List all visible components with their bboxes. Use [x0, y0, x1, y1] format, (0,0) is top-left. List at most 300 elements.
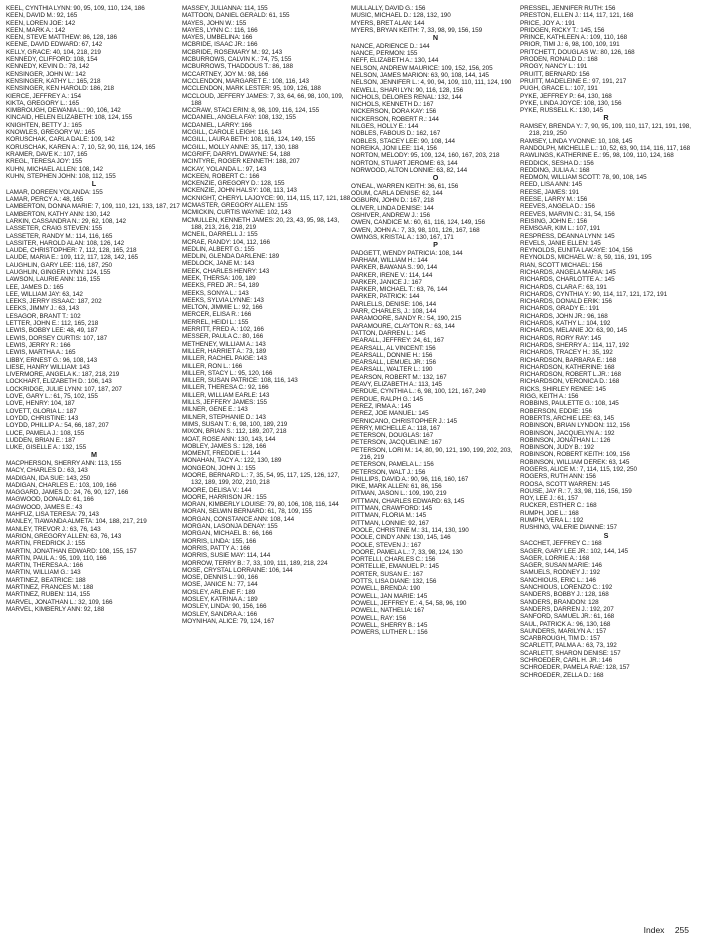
index-entry: LAUGHLIN, GINGER LYNN: 124, 155: [6, 268, 111, 276]
index-entry: MARTINEZ, FRANCES M.: 188: [6, 584, 94, 592]
index-entry: RUSHING, VALERIE DIANNE: 157: [520, 524, 617, 532]
index-entry: OWEN, CANDICE M.: 60, 61, 116, 124, 149, 156: [351, 219, 485, 227]
index-entry: PEREZ, JOE MANUEL: 145: [351, 410, 429, 418]
index-entry: PEARSALL, DONNIE H.: 156: [351, 351, 433, 359]
index-entry: NELSON, JENNIFER L.: 4, 90, 94, 109, 110, 111, 124, 190: [351, 79, 512, 87]
index-entry: MONAHAN, TACY A.: 122, 130, 189: [182, 457, 282, 465]
index-entry: MCBURROWS, THADDOUS T.: 86, 188: [182, 63, 293, 71]
index-entry: RUMPH, VERA L.: 192: [520, 517, 584, 525]
index-entry: MCGILL, CAROLE LEIGH: 116, 143: [182, 129, 282, 137]
index-entry: MEDLIN, ALBERT G.: 155: [182, 245, 255, 253]
index-entry: NOBLES, FABOUS D.: 162, 167: [351, 130, 441, 138]
index-entry: PITTMAN, FLORIA M.: 145: [351, 512, 427, 520]
index-entry: PRESTON, ELLEN J.: 114, 117, 121, 168: [520, 12, 634, 20]
index-entry: RESPRESS, DEANNA LYNN: 145: [520, 232, 615, 240]
index-entry: SANFORD, SAMUEL JR.: 61, 168: [520, 613, 615, 621]
index-entry: NOBLES, STACEY LEE: 90, 108, 144: [351, 137, 456, 145]
index-entry: POOLE, CHRISTINE M.: 31, 114, 130, 190: [351, 526, 469, 534]
index-entry: LEE, WILLIAM JAY: 63, 142: [6, 290, 83, 298]
index-entry: MORAN, KIMBERLY LOUISE: 79, 80, 106, 108, 116, 144: [182, 501, 339, 509]
index-entry: LOVETT, GLORIA L.: 187: [6, 407, 77, 415]
index-entry: KUHN, STEPHEN JOHN: 108, 112, 155: [6, 172, 116, 180]
index-entry: MORGAN, LASONJA DENAY: 155: [182, 523, 278, 531]
index-entry: REVELS, JANIE ELLEN: 145: [520, 239, 601, 247]
index-entry: REEVES, ANGELA D.: 156: [520, 203, 595, 211]
index-entry: PERDUE, RALPH G.: 145: [351, 395, 424, 403]
index-entry: MARTIN, JONATHAN EDWARD: 108, 155, 157: [6, 547, 137, 555]
index-entry: PATTON, DARREN L.: 145: [351, 329, 426, 337]
index-entry: PRICE, JOY A.: 191: [520, 19, 576, 27]
index-entry: MILLER, RACHEL PAIGE: 143: [182, 355, 267, 363]
index-entry: MARVEL, JONATHAN L.: 32, 109, 166: [6, 598, 113, 606]
index-entry: REEVES, MARVIN C.: 31, 54, 156: [520, 210, 615, 218]
index-entry: SCHROEDER, CARL H. JR.: 146: [520, 657, 613, 665]
index-entry: MOSE, DENNIS L.: 90, 166: [182, 574, 258, 582]
index-column-1: [6, 5, 182, 915]
index-entry: MASSEY, JULIANNA: 114, 155: [182, 5, 268, 12]
index-entry: NICHOLS, DELORES RENAL: 132, 144: [351, 93, 462, 101]
index-entry: ODUM, CARLA DENISE: 62, 144: [351, 190, 443, 198]
index-entry: RICHARDSON, BARBARA E.: 168: [520, 356, 617, 364]
index-entry: MAGWOOD, DONALD: 61, 166: [6, 496, 94, 504]
index-entry: PRINCE, KATHLEEN A.: 109, 110, 168: [520, 34, 628, 42]
index-entry: MATTOON, DANIEL GERALD: 61, 155: [182, 12, 290, 20]
index-entry: MORGAN, MICHAEL B.: 66, 166: [182, 530, 273, 538]
index-entry: REDMON, WILLIAM SCOTT: 78, 90, 108, 145: [520, 174, 647, 182]
index-entry: PORTELLIE, EMANUEL P.: 145: [351, 563, 439, 571]
index-entry: O'NEAL, WARREN KEITH: 36, 61, 156: [351, 182, 459, 190]
index-entry: KIERCE, JEFFREY A.: 154: [6, 92, 81, 100]
index-entry: OLIVER, LINDA DENISE: 144: [351, 204, 434, 212]
index-entry: SANDERS, BOBBY J.: 128, 168: [520, 591, 609, 599]
index-entry: KEEN, LOREN JOE: 142: [6, 19, 76, 27]
index-entry: MOSE, JANICE N.: 77, 144: [182, 581, 258, 589]
index-entry: PRIOR, TIMI J.: 6, 98, 100, 109, 191: [520, 41, 620, 49]
index-entry: MCCLOUD, JEFFERY JAMES: 7, 33, 64, 66, 98, 100, 109, 188: [182, 92, 344, 107]
index-entry: RICHARDS, ANGELA MARIA: 145: [520, 268, 616, 276]
index-entry: MEEKS, SONYA L.: 143: [182, 289, 249, 297]
index-entry: PEAVY, ELIZABETH A.: 113, 145: [351, 381, 442, 389]
index-entry: PETERSON, LORI M.: 14, 80, 90, 121, 190, 199, 202, 203, 216, 219: [351, 446, 513, 461]
index-entry: PADGETT, WENDY PATRICIA: 108, 144: [351, 249, 463, 257]
index-entry: PETERSON, JACQUELINE: 167: [351, 439, 442, 447]
index-entry: PRODEN, RONALD D.: 168: [520, 56, 598, 64]
index-entry: ROBINSON, JACQUELYN A.: 192: [520, 429, 615, 437]
index-entry: KENSINGER, KEN HAROLD: 186, 218: [6, 85, 115, 93]
index-entry: KUHN, MICHAEL ALLEN: 108, 142: [6, 165, 103, 173]
index-entry: PIKE, MARK ALLEN: 61, 86, 156: [351, 483, 442, 491]
index-entry: PRIDGEN, RICKY T.: 145, 156: [520, 26, 605, 34]
index-entry: NICKERSON, DORA KAY: 156: [351, 108, 437, 116]
index-entry: PARAMOORE, SANDY R.: 54, 190, 215: [351, 315, 462, 323]
index-column-2: [182, 5, 351, 915]
index-entry: MACY, CHARLES D.: 63, 143: [6, 467, 88, 475]
section-letter: L: [91, 179, 97, 189]
index-entry: MARTINEZ, RUBEN: 114, 155: [6, 591, 90, 599]
index-entry: KEENE, DAVID EDWARD: 67, 142: [6, 41, 103, 49]
index-entry: MCKEEN, ROBERT C.: 166: [182, 172, 260, 180]
index-entry: REYNOLDS, MICHAEL W.: 8, 59, 116, 191, 195: [520, 254, 652, 262]
index-entry: NICHOLS, KENNETH D.: 167: [351, 101, 434, 109]
index-entry: LAMAR, DOREEN YOLANDA: 155: [6, 188, 103, 196]
index-entry: PRUITT, MADELEINE E.: 97, 191, 217: [520, 77, 627, 85]
index-entry: KENSINGER, KATHY L.: 165, 218: [6, 77, 101, 85]
index-entry: SAUL, PATRICK A.: 96, 130, 168: [520, 620, 611, 628]
index-entry: MOAT, ROSE ANN: 130, 143, 144: [182, 435, 276, 443]
index-entry: LETTER, JOHN E.: 112, 165, 218: [6, 320, 99, 328]
index-entry: PHILLIPS, DAVID A.: 90, 96, 116, 160, 167: [351, 475, 469, 483]
index-entry: MCCLENDON, MARK LESTER: 95, 109, 126, 188: [182, 85, 321, 93]
index-entry: MILLER, STACY L.: 95, 120, 166: [182, 369, 273, 377]
index-entry: SCARBROUGH, TIM D.: 157: [520, 635, 601, 643]
index-entry: LOCKRIDGE, JULIE LYNN: 107, 187, 207: [6, 385, 122, 393]
index-entry: LIESE, HANRY WILLIAM: 143: [6, 363, 90, 371]
index-entry: MEDLOCK, JANE M.: 143: [182, 260, 255, 268]
index-entry: MAGGARD, JAMES D.: 24, 76, 90, 127, 166: [6, 489, 129, 497]
index-entry: POWELL, BRENDA: 190: [351, 585, 421, 593]
index-entry: PARKER, JANICE J.: 167: [351, 278, 422, 286]
index-entry: ROBBINS, PAULETTE G.: 108, 145: [520, 400, 619, 408]
index-entry: MORGAN, CONSTANCE ANN: 108, 144: [182, 515, 295, 523]
index-entry: KRAMER, DAVE K.: 107, 165: [6, 150, 88, 158]
index-entry: MAYES, UMBELINA: 166: [182, 34, 253, 42]
index-entry: SAMUELS, RODNEY J.: 192: [520, 569, 600, 577]
index-entry: PARKER, IRENE V.: 114, 144: [351, 271, 433, 279]
index-entry: MUSIC, MICHAEL D.: 128, 132, 190: [351, 12, 451, 20]
index-entry: PITMAN, JASON L.: 109, 190, 219: [351, 490, 447, 498]
index-entry: MOSLEY, LINDA: 90, 156, 166: [182, 603, 267, 611]
index-entry: POWELL, JEFFREY E.: 4, 54, 58, 96, 190: [351, 599, 467, 607]
index-entry: LESAGOR, BRANT T.: 102: [6, 312, 81, 320]
index-entry: NEWELL, SHARI LYN: 90, 116, 128, 156: [351, 86, 464, 94]
index-entry: SCARLETT, SHARON DENISE: 157: [520, 649, 621, 657]
section-letter: N: [432, 33, 439, 43]
index-entry: REESE, JAMES: 191: [520, 188, 580, 196]
index-entry: POWELL, SHERRY B.: 145: [351, 621, 428, 629]
index-entry: REYNOLDS, EUNITA LAKAYE: 104, 156: [520, 247, 633, 255]
index-entry: NANCE, PERMON: 155: [351, 50, 418, 58]
index-entry: REDDING, JULIA A.: 168: [520, 166, 590, 174]
index-entry: PARLELLS, DENISE: 106, 144: [351, 300, 437, 308]
index-entry: KIMBROUGH, DEWANIA L.: 90, 106, 142: [6, 107, 121, 115]
index-entry: MACPHERSON, SHERRY ANN: 113, 155: [6, 460, 122, 467]
index-entry: KNIGHTEN, BETTY J.: 165: [6, 121, 82, 129]
index-entry: RUCKER, ESTHER C.: 168: [520, 502, 597, 510]
index-entry: ROBINSON, JUDY B.: 192: [520, 444, 594, 452]
index-entry: NANCE, ADRIENCE D.: 144: [351, 42, 430, 50]
index-entry: RICHARDS, JOHN JR.: 96, 168: [520, 312, 608, 320]
index-entry: LAUDE, MARIA E.: 109, 112, 117, 128, 142, 165: [6, 254, 139, 262]
index-entry: MCMICKIN, CURTIS WAYNE: 102, 143: [182, 209, 292, 217]
index-entry: ROBERTS, ARCHIE LEE: 63, 145: [520, 414, 614, 422]
index-entry: MCCARTNEY, JOY M.: 98, 166: [182, 70, 269, 78]
index-entry: MARION, GREGORY ALLEN: 63, 76, 143: [6, 532, 122, 540]
index-entry: PARKER, MICHAEL T.: 63, 76, 144: [351, 286, 448, 294]
index-entry: SANDERS, DARREN J.: 192, 207: [520, 605, 614, 613]
index-entry: MCNEIL, DARRELL J.: 155: [182, 231, 258, 239]
footer-label: Index: [643, 925, 665, 935]
section-letter: O: [432, 173, 439, 183]
index-entry: KEEN, STEVE MATTHEW: 86, 128, 186: [6, 34, 117, 42]
index-entry: MORRIS, LINDA: 155, 166: [182, 537, 257, 545]
index-entry: LEEKS, JIMMY J.: 63, 143: [6, 305, 79, 313]
index-entry: MCINTYRE, ROGER KENNETH: 188, 207: [182, 158, 300, 166]
index-entry: SANCHIOUS, LORENZO C.: 192: [520, 584, 613, 592]
index-entry: METHENEY, WILLIAM A.: 143: [182, 340, 266, 348]
index-entry: NOREIKA, JONI LEE: 114, 156: [351, 144, 437, 152]
index-entry: POTTS, LISA DIANE: 132, 156: [351, 578, 437, 586]
index-entry: MILLER, THERESA C.: 92, 166: [182, 384, 269, 392]
index-entry: MOORE, BERNARD L.: 7, 35, 54, 95, 117, 125, 126, 127, 132, 189, 199, 202, 210, 218: [182, 472, 340, 487]
index-entry: PEARSON, ROBERT M.: 132, 167: [351, 373, 447, 381]
index-entry: RICHARDS, CYNTHIA Y.: 90, 114, 117, 121, 172, 191: [520, 290, 668, 298]
index-entry: POWERS, LUTHER L.: 156: [351, 629, 428, 637]
index-entry: MOSLEY, ARLENE F.: 189: [182, 588, 256, 596]
index-entry: MULLALLY, DAVID G.: 156: [351, 5, 426, 12]
index-entry: SCHROEDER, PAMELA RAE: 128, 157: [520, 664, 630, 672]
index-entry: MADIGAN, IDA SUE: 143, 250: [6, 474, 91, 482]
index-entry: PRESSEL, JENNIFER RUTH: 156: [520, 5, 616, 12]
index-entry: LEEKS, JERRY ISSAAC: 187, 202: [6, 298, 102, 306]
index-entry: MILLER, RON L.: 166: [182, 362, 243, 370]
index-entry: POWELL, NATHELIA: 167: [351, 607, 425, 615]
index-entry: LIVERMORE, ANGELA K.: 187, 218, 219: [6, 371, 120, 379]
index-entry: MESSER, PAULA C.: 80, 166: [182, 333, 264, 341]
index-entry: MCKENZIE, JOHN HALSY: 108, 113, 143: [182, 187, 297, 195]
index-entry: MARTIN, PAUL A.: 95, 109, 110, 166: [6, 554, 107, 562]
index-entry: OSHIVER, ANDREW J.: 156: [351, 211, 430, 219]
index-entry: RICHARDS, KATHY L.: 104, 192: [520, 320, 611, 328]
index-entry: PERNICANO, CHRISTOPHER J.: 145: [351, 417, 458, 425]
index-entry: POORE, PAMELA L.: 7, 33, 98, 124, 130: [351, 548, 463, 556]
index-entry: LAWSON, LAURIE ANN: 116, 155: [6, 276, 101, 284]
index-entry: PEARSALL, LEMUEL JR.: 156: [351, 359, 437, 367]
index-entry: RIAN, SCOTT MICHAEL: 156: [520, 261, 603, 269]
index-entry: MARTIN, WILLIAM G.: 143: [6, 569, 81, 577]
index-entry: MOSLEY, KATRINA A.: 189: [182, 596, 258, 604]
index-entry: MCGRIFF, DARRYL DWAYNE: 54, 188: [182, 150, 291, 158]
index-entry: KEEL, CYNTHIA LYNN: 90, 95, 109, 110, 124, 186: [6, 5, 145, 12]
index-entry: KENNEDY, CLIFFORD: 108, 154: [6, 56, 98, 64]
index-entry: ROBINSON, BRIAN LYNDON: 112, 156: [520, 422, 630, 430]
index-entry: SAUNDERS, MARILYN A.: 157: [520, 627, 607, 635]
index-entry: MARTINEZ, BEATRICE: 188: [6, 576, 86, 584]
index-entry: PERRY, MICHELLE A.: 118, 167: [351, 424, 441, 432]
index-entry: LEWIS, MARTHA A.: 165: [6, 349, 76, 357]
index-entry: MCBURROWS, CALVIN K.: 74, 75, 155: [182, 56, 292, 64]
index-column-4: [520, 5, 692, 915]
index-entry: REMSGAR, KIM L.: 107, 191: [520, 225, 601, 233]
index-entry: KENNEDY, KEVIN D.: 78, 142: [6, 63, 90, 71]
index-entry: LARKIN, CASSANDRA N.: 29, 62, 108, 142: [6, 217, 126, 225]
index-entry: MAYES, JOHN W.: 155: [182, 19, 247, 27]
index-entry: RICKS, SHIRLEY RENEE: 145: [520, 385, 606, 393]
index-entry: KENSINGER, JOHN W.: 142: [6, 70, 86, 78]
index-entry: PORTELLI, CHARLES C.: 156: [351, 556, 436, 564]
index-entry: ROUSE, JAY R.: 7, 33, 98, 116, 156, 159: [520, 487, 632, 495]
index-entry: MILLS, JEFFERY JAMES: 155: [182, 399, 267, 407]
index-entry: MORRIS, PATTY A.: 166: [182, 544, 251, 552]
index-entry: RICHARDS, CHARLOTTE A.: 145: [520, 276, 615, 284]
index-entry: NEFF, ELIZABETH A.: 130, 144: [351, 57, 439, 65]
index-entry: PYKE, JEFFREY P.: 64, 130, 168: [520, 92, 612, 100]
index-entry: OWINGS, KRISTAL A.: 130, 167, 171: [351, 233, 454, 241]
index-entry: OGBURN, JOHN D.: 167, 218: [351, 197, 434, 205]
index-entry: MARTIN, THERESA A.: 166: [6, 562, 83, 570]
index-entry: MILLER, SUSAN PATRICE: 108, 116, 143: [182, 377, 298, 385]
index-entry: PEARSALL, AL VINCENT: 156: [351, 344, 436, 352]
index-entry: MORAN, SELWIN BERNARD: 61, 78, 109, 155: [182, 508, 313, 516]
index-entry: LASSETER, CRAIG STEVEN: 155: [6, 225, 103, 233]
index-entry: MELTON, JIMMIE L.: 92, 166: [182, 304, 263, 312]
index-entry: MCDANIEL, ANGELA FAY: 108, 132, 155: [182, 114, 296, 122]
index-entry: MORROW, TERRY B.: 7, 33, 109, 111, 189, 218, 224: [182, 559, 328, 567]
index-entry: MERREL, HEIDI L.: 155: [182, 318, 249, 326]
index-entry: MOYNIHAN, ALICE: 79, 124, 167: [182, 617, 275, 625]
index-entry: PARHAM, WILLIAM H.: 144: [351, 256, 428, 264]
index-entry: RIGG, KEITH A.: 156: [520, 393, 579, 401]
index-entry: LUCE, PAMELA J.: 108, 155: [6, 429, 85, 437]
index-entry: PEREZ, IRMA A.: 145: [351, 402, 412, 410]
index-entry: LAMAR, PERCY A.: 48, 165: [6, 196, 84, 204]
index-entry: REESE, LARRY M.: 156: [520, 196, 588, 204]
index-entry: LUDDEN, BRIAN E.: 187: [6, 436, 76, 444]
index-entry: MOSE, CRYSTAL LORRAINE: 106, 144: [182, 566, 293, 574]
index-entry: LEWIS, JERRY R.: 166: [6, 341, 71, 349]
index-entry: KNOWLES, GREGORY W.: 165: [6, 129, 95, 137]
index-entry: RAWLINGS, KATHERINE E.: 95, 98, 109, 110, 124, 168: [520, 152, 674, 160]
index-entry: RICHARDS, TRACEY H.: 35, 192: [520, 349, 613, 357]
index-entry: KELLY, GRACE: 40, 104, 218, 219: [6, 48, 101, 56]
index-entry: LASSETER, RANDY M.: 114, 116, 165: [6, 232, 113, 240]
index-entry: LEE, JAMES D.: 165: [6, 283, 64, 291]
index-entry: PITTMAN, CHARLES EDWARD: 63, 145: [351, 497, 465, 505]
index-entry: MCGILL, LAURA BETH: 108, 116, 124, 149, 155: [182, 136, 316, 144]
index-entry: LAUGHLIN, GARY LEE: 116, 187, 250: [6, 261, 112, 269]
index-entry: ROBERSON, EDDIE: 156: [520, 407, 592, 415]
index-entry: MOORE, DELISA V.: 144: [182, 486, 252, 494]
index-entry: RAMSEY, BRENDA Y.: 7, 90, 95, 109, 110, 117, 121, 191, 198, 218, 219, 250: [520, 123, 691, 138]
index-entry: RICHARDS, GRADY E.: 191: [520, 305, 600, 313]
index-entry: POWELL, JAN MARIE: 145: [351, 592, 428, 600]
index-entry: RICHARDS, SHERRY A.: 114, 117, 192: [520, 341, 629, 349]
index-entry: MEEK, THERSA: 109, 189: [182, 274, 256, 282]
index-entry: REISING, JOHN E.: 156: [520, 217, 588, 225]
index-entry: MAGWOOD, JAMES E.: 43: [6, 503, 83, 511]
index-entry: POOLE, CINDY ANN: 130, 145, 146: [351, 534, 451, 542]
index-entry: RICHARDSON, VERONICA D.: 168: [520, 378, 620, 386]
index-entry: LEWIS, DORSEY CURTIS: 107, 187: [6, 334, 108, 342]
index-entry: NORTON, MELODY: 95, 109, 124, 160, 167, 203, 218: [351, 152, 500, 160]
index-entry: MEDLIN, GLENDA DARLENE: 189: [182, 253, 280, 261]
index-entry: MIMS, SUSAN T.: 6, 98, 100, 189, 219: [182, 420, 288, 428]
index-entry: SANDERS, BRANDON: 128: [520, 598, 599, 606]
index-entry: MILLER, WILLIAM EARLE: 143: [182, 391, 270, 399]
index-entry: NELSON, JAMES MARION: 63, 90, 108, 144, 145: [351, 71, 489, 79]
index-entry: MOBLEY, JAMES S.: 128, 166: [182, 442, 267, 450]
index-entry: MCGILL, MOLLY ANNE: 35, 117, 130, 188: [182, 143, 299, 151]
index-entry: REED, LISA ANN: 145: [520, 181, 582, 189]
index-entry: MCBRIDE, ROSEMARY M.: 92, 143: [182, 48, 283, 56]
index-entry: LIBBY, ERNEST G.: 96, 108, 143: [6, 356, 98, 364]
index-entry: MAYES, LYNN C.: 116, 166: [182, 26, 258, 34]
index-entry: SAGER, LORRIE A.: 168: [520, 554, 590, 562]
index-entry: MCCRAW, STACI ERIN: 8, 98, 109, 116, 124, 155: [182, 107, 320, 115]
index-entry: MERCER, ELISA R.: 166: [182, 311, 252, 319]
index-entry: PETERSON, PAMELA L.: 156: [351, 461, 434, 469]
index-entry: ROBINSON, JONATHAN L.: 126: [520, 436, 611, 444]
section-letter: S: [603, 530, 609, 540]
index-entry: MARTIN, FREDRICK J.: 155: [6, 540, 86, 548]
index-entry: NELSON, ANDREW MAURICE: 109, 152, 156, 205: [351, 64, 493, 72]
index-entry: MIXON, BRIAN S.: 112, 189, 207, 218: [182, 428, 287, 436]
index-entry: POWELL, RAY: 156: [351, 614, 407, 622]
index-entry: OWEN, JOHN A.: 7, 33, 98, 101, 126, 167, 168: [351, 226, 480, 234]
index-entry: LEWIS, BOBBY LEE: 48, 49, 187: [6, 327, 98, 335]
index-entry: PYKE, LINDA JOYCE: 108, 130, 156: [520, 99, 622, 107]
index-entry: MOSLEY, SANDRA A.: 166: [182, 610, 258, 618]
index-column-3: [351, 5, 520, 915]
index-entry: PITTMAN, LONNIE: 92, 167: [351, 519, 429, 527]
index-entry: MCKNIGHT, CHERYL LAJOYCE: 90, 114, 115, 117, 121, 188: [182, 194, 351, 202]
index-entry: MCBRIDE, ISAAC JR.: 166: [182, 41, 258, 49]
index-entry: MCKENZIE, GREGORY D.: 128, 155: [182, 180, 285, 188]
index-entry: ROBINSON, WILLIAM DEREK: 63, 145: [520, 458, 630, 466]
index-entry: KEEN, DAVID M.: 92, 165: [6, 12, 78, 20]
index-entry: ROOSA, SCOTT WARREN: 145: [520, 480, 610, 488]
page-footer: [636, 925, 689, 935]
index-entry: MADIGAN, CHARLES E.: 103, 109, 166: [6, 481, 117, 489]
index-entry: SCARLETT, PALMA A.: 63, 73, 192: [520, 642, 617, 650]
index-entry: PARAMOURE, CLAYTON R.: 63, 144: [351, 322, 455, 330]
index-entry: LOCKHART, ELIZABETH D.: 106, 143: [6, 378, 112, 386]
index-entry: SACCHET, JEFFREY C.: 168: [520, 540, 602, 548]
index-entry: NORTON, STUART JEROME: 63, 144: [351, 159, 458, 167]
index-entry: RICHARDSON, ROBERT L.JR.: 168: [520, 371, 622, 379]
index-entry: RICHARDS, RORY RAY: 145: [520, 334, 602, 342]
index-entry: NILGES, HOLLY E.: 144: [351, 123, 419, 131]
index-entry: MOORE, HARRISON JR.: 155: [182, 493, 267, 501]
index-entry: PEARALL, JEFFREY: 24, 61, 167: [351, 337, 444, 345]
section-letter: P: [433, 240, 438, 250]
index-entry: PETERSON, WALT J.: 156: [351, 468, 426, 476]
index-entry: MANLEY, TREVOR J.: 63, 76, 143: [6, 525, 101, 533]
index-entry: LOVE, HENRY: 104, 187: [6, 400, 75, 408]
index-entry: PRITCHETT, DOUGLAS W.: 80, 126, 168: [520, 48, 635, 56]
index-entry: MILNER, STEPHANIE D.: 143: [182, 413, 266, 421]
page-number: 255: [674, 925, 689, 935]
index-entry: PITTMAN, CRAWFORD: 145: [351, 505, 433, 513]
index-entry: LUKE, GISELLE A.: 132, 155: [6, 444, 87, 452]
index-entry: LOYDD, PHILLIP A.: 54, 66, 187, 207: [6, 422, 109, 430]
index-entry: MERRITT, FRED A.: 102, 166: [182, 326, 264, 334]
index-entry: MANLEY, TIAWANDA ALMETA: 104, 188, 217, 219: [6, 518, 147, 526]
index-entry: MCKAY, YOLANDA L.: 97, 143: [182, 165, 267, 173]
index-entry: PYKE, RUSSELL K.: 130, 145: [520, 107, 604, 115]
index-entry: KEEN, MARK A.: 142: [6, 26, 66, 34]
index-entry: LOYDD, CHRISTINE: 143: [6, 414, 79, 422]
index-columns: [6, 5, 692, 915]
index-entry: RICHARDS, CLARA F.: 63, 191: [520, 283, 607, 291]
index-entry: MONGEON, JOHN J.: 155: [182, 464, 256, 472]
index-entry: MCDANIEL, LARRY: 166: [182, 121, 252, 129]
index-entry: MEEKS, SYLVIA LYNNE: 143: [182, 296, 264, 304]
index-entry: PERDUE, CYNTHIA L.: 6, 98, 100, 121, 167, 249: [351, 388, 486, 396]
index-entry: MORRIS, SUSIE MAY: 114, 144: [182, 552, 271, 560]
index-entry: MOMENT, FREDDIE L.: 144: [182, 450, 261, 458]
index-entry: KINCAID, HELEN ELIZABETH: 108, 124, 155: [6, 114, 133, 122]
index-entry: ROY, LEE J.: 61, 157: [520, 495, 579, 503]
